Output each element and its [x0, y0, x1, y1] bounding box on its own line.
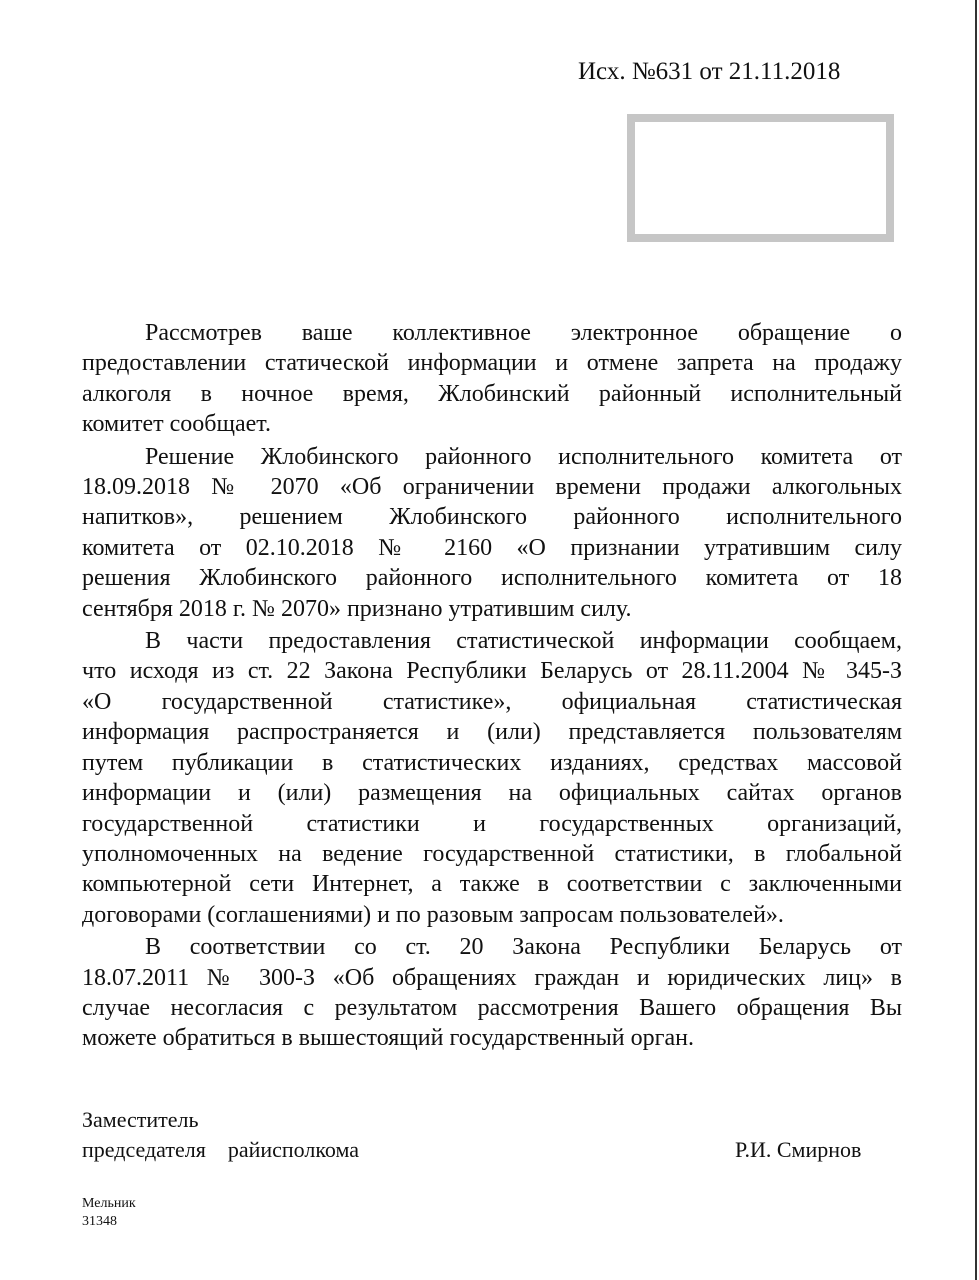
- text-line: предоставлении статической информации и отмене запрета на продажу: [82, 350, 902, 377]
- text-line: государственной статистики и государственных организаций,: [82, 810, 902, 837]
- text-line: уполномоченных на ведение государственной статистики, в глобальной: [82, 840, 902, 867]
- text-line: решения Жлобинского районного исполнительного комитета от 18: [82, 565, 902, 592]
- paragraph: [82, 932, 902, 1054]
- stamp-placeholder-box: [627, 114, 894, 242]
- signatory-title-line1: Заместитель: [82, 1107, 199, 1132]
- text-line: можете обратиться в вышестоящий государственный орган.: [82, 1025, 694, 1052]
- text-line: Рассмотрев ваше коллективное электронное обращение о: [145, 320, 902, 346]
- outgoing-reference: Исх. №631 от 21.11.2018: [578, 58, 841, 85]
- text-line: путем публикации в статистических изданиях, средствах массовой: [82, 749, 902, 776]
- text-line: информации и (или) размещения на официальных сайтах органов: [82, 780, 902, 807]
- text-line: напитков», решением Жлобинского районного исполнительного: [82, 504, 902, 531]
- text-line: компьютерной сети Интернет, а также в соответствии с заключенными: [82, 871, 902, 898]
- text-line: комитет сообщает.: [82, 411, 271, 438]
- text-line: что исходя из ст. 22 Закона Республики Беларусь от 28.11.2004 № 345-З: [82, 658, 902, 685]
- signatory-title-line2: председателя райисполкома: [82, 1137, 360, 1162]
- paragraph: [82, 626, 902, 930]
- text-line: сентября 2018 г. № 2070» признано утратившим силу.: [82, 595, 632, 622]
- text-line: алкоголя в ночное время, Жлобинский районный исполнительный: [82, 380, 902, 407]
- paragraph: [82, 318, 902, 440]
- letter-body: [82, 318, 902, 1054]
- text-line: В соответствии со ст. 20 Закона Республики Беларусь от: [145, 934, 902, 961]
- text-line: комитета от 02.10.2018 № 2160 «О признании утратившим силу: [82, 534, 902, 561]
- text-line: «О государственной статистике», официальная статистическая: [82, 688, 902, 715]
- executor-name: Мельник: [82, 1196, 136, 1211]
- text-line: 18.09.2018 № 2070 «Об ограничении времени продажи алкогольных: [82, 474, 902, 501]
- text-line: договорами (соглашениями) и по разовым запросам пользователей».: [82, 901, 784, 928]
- text-line: случае несогласия с результатом рассмотрения Вашего обращения Вы: [82, 994, 902, 1021]
- text-line: информация распространяется и (или) представляется пользователям: [82, 719, 902, 746]
- paragraph: [82, 442, 902, 624]
- page-edge: [975, 0, 977, 1280]
- text-line: Решение Жлобинского районного исполнительного комитета от: [145, 443, 902, 470]
- text-line: В части предоставления статистической информации сообщаем,: [145, 628, 902, 655]
- signatory-name: Р.И. Смирнов: [735, 1137, 862, 1162]
- text-line: 18.07.2011 № 300-З «Об обращениях граждан и юридических лиц» в: [82, 964, 902, 991]
- executor-phone: 31348: [82, 1214, 117, 1229]
